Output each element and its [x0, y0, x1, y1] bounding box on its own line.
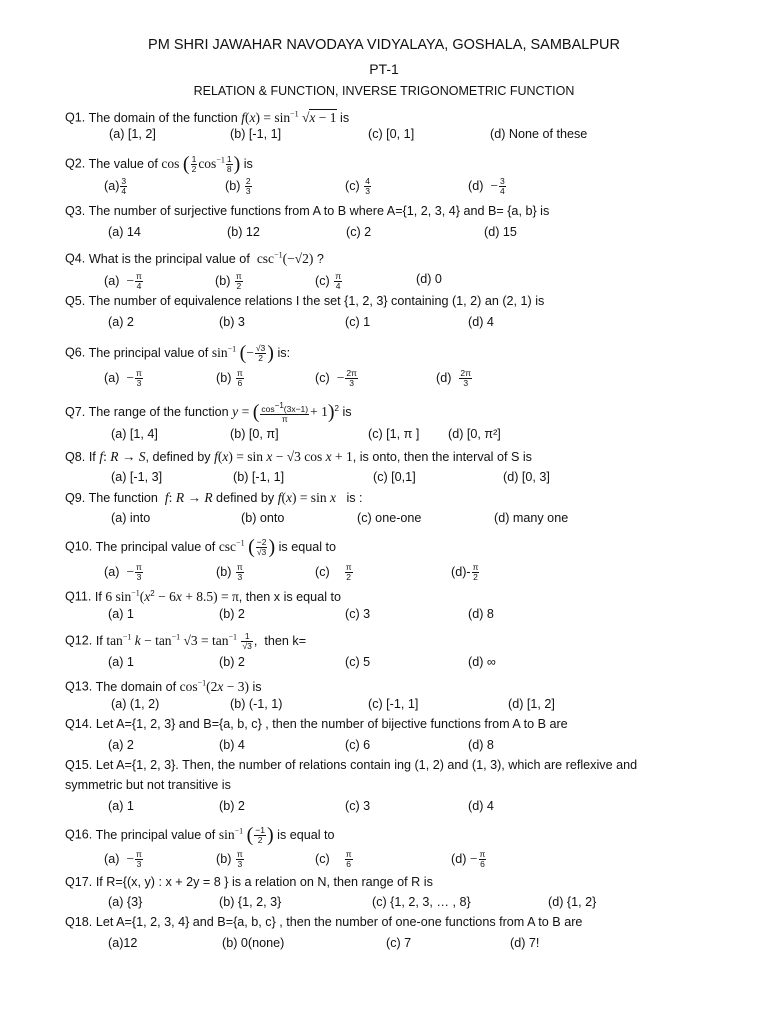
test-topic: RELATION & FUNCTION, INVERSE TRIGONOMETRIC FUNCTION — [193, 84, 575, 98]
q3-option-a: (a) 14 — [108, 225, 141, 239]
q3-option-c: (c) 2 — [346, 225, 372, 239]
question-17 — [65, 875, 433, 890]
q17-option-a: (a) {3} — [108, 895, 143, 909]
question-number: Q15. — [65, 758, 93, 772]
q13-option-b: (b) (-1, 1) — [230, 697, 283, 711]
question-number: Q5. — [65, 294, 86, 308]
question-text: The number of equivalence relations I the set {1, 2, 3} containing (1, 2) an (2, 1) is — [88, 294, 545, 308]
question-text: The domain of $\cos^{-1}(2x - 3)$ is — [95, 678, 262, 694]
question-8 — [65, 449, 532, 465]
question-text: If R={(x, y) : x + 2y = 8 } is a relation on N, then range of R is — [95, 875, 433, 889]
q14-option-d: (d) 8 — [468, 738, 494, 752]
q5-option-b: (b) 3 — [219, 315, 245, 329]
q18-option-a: (a)12 — [108, 936, 138, 950]
q4-option-b: (b) $\frac{\pi}{2}$ — [215, 271, 242, 291]
question-number: Q16. — [65, 827, 93, 842]
q10-option-d: (d)- $\frac{\pi}{2}$ — [451, 562, 479, 582]
question-5 — [65, 294, 544, 309]
q12-option-c: (c) 5 — [345, 655, 371, 669]
question-text: If f: R → S, defined by f(x) = sin x − √3 cos x + 1, is onto, then the interval of S is — [88, 449, 532, 464]
q16-option-c: (c) $\frac{\pi}{6}$ — [315, 849, 352, 869]
q5-option-c: (c) 1 — [345, 315, 371, 329]
question-text: Let A={1, 2, 3, 4} and B={a, b, c} , then the number of one-one functions from A to B are — [95, 915, 583, 929]
question-13 — [65, 675, 262, 695]
question-text: The range of the function y = ( $\frac{\cos^{-1}(3x-1)}{\pi}$ + 1)$^2$ is — [88, 401, 352, 425]
q1-option-b: (b) [-1, 1] — [230, 127, 282, 141]
q10-option-c: (c) $\frac{\pi}{2}$ — [315, 562, 352, 582]
question-text: The principal value of $\csc^{-1}$ ( $\frac{-2}{√3}$ ) is equal to — [95, 535, 337, 558]
question-text: The principal value of $\sin^{-1}$ ( $\frac{-1}{2}$ ) is equal to — [95, 823, 335, 846]
q18-option-c: (c) 7 — [386, 936, 412, 950]
q6-option-a: (a) − $\frac{\pi}{3}$ — [104, 368, 142, 388]
question-text: Let A={1, 2, 3} and B={a, b, c} , then the number of bijective functions from A to B are — [95, 717, 568, 731]
test-name: PT-1 — [369, 61, 399, 77]
q5-option-d: (d) 4 — [468, 315, 494, 329]
q18-option-b: (b) 0(none) — [222, 936, 285, 950]
question-6 — [65, 341, 290, 363]
q7-option-d: (d) [0, π²] — [448, 427, 501, 441]
q10-option-b: (b) $\frac{\pi}{3}$ — [216, 562, 243, 582]
q9-option-a: (a) into — [111, 511, 151, 525]
question-14 — [65, 717, 568, 732]
question-7 — [65, 401, 352, 424]
q16-option-b: (b) $\frac{\pi}{3}$ — [216, 849, 243, 869]
q17-option-d: (d) {1, 2} — [548, 895, 597, 909]
question-text: If 6 $\sin^{-1}(x^2 - 6x + 8.5) = \pi$, then x is equal to — [94, 588, 341, 604]
question-number: Q6. — [65, 345, 86, 360]
q6-option-b: (b) $\frac{\pi}{6}$ — [216, 368, 243, 388]
q13-option-a: (a) (1, 2) — [111, 697, 160, 711]
question-text: Let A={1, 2, 3}. Then, the number of relations contain ing (1, 2) and (1, 3), which are reflexive and symmetric but not transitive is — [65, 758, 638, 792]
q11-option-a: (a) 1 — [108, 607, 134, 621]
q16-option-d: (d) − $\frac{\pi}{6}$ — [451, 849, 486, 869]
q3-option-d: (d) 15 — [484, 225, 517, 239]
question-number: Q3. — [65, 204, 86, 218]
q12-option-a: (a) 1 — [108, 655, 134, 669]
q14-option-a: (a) 2 — [108, 738, 134, 752]
q13-option-d: (d) [1, 2] — [508, 697, 555, 711]
q2-option-b: (b) $\frac{2}{3}$ — [225, 176, 251, 196]
question-number: Q1. — [65, 110, 86, 125]
q14-option-c: (c) 6 — [345, 738, 371, 752]
q6-option-d: (d) $\frac{2\pi}{3}$ — [436, 368, 471, 388]
q15-option-d: (d) 4 — [468, 799, 494, 813]
q11-option-b: (b) 2 — [219, 607, 245, 621]
q11-option-d: (d) 8 — [468, 607, 494, 621]
q7-option-b: (b) [0, π] — [230, 427, 279, 441]
question-number: Q17. — [65, 875, 93, 889]
q8-option-d: (d) [0, 3] — [503, 470, 550, 484]
q8-option-b: (b) [-1, 1] — [233, 470, 285, 484]
q7-option-a: (a) [1, 4] — [111, 427, 158, 441]
q15-option-b: (b) 2 — [219, 799, 245, 813]
q2-option-d: (d) − $\frac{3}{4}$ — [468, 176, 505, 196]
question-number: Q12. — [65, 633, 93, 648]
q9-option-c: (c) one-one — [357, 511, 422, 525]
q3-option-b: (b) 12 — [227, 225, 260, 239]
question-16 — [65, 823, 335, 845]
q10-option-a: (a) − $\frac{\pi}{3}$ — [104, 562, 142, 582]
question-1 — [65, 106, 349, 126]
q4-option-d: (d) 0 — [416, 272, 442, 286]
question-18 — [65, 915, 582, 930]
question-2 — [65, 152, 253, 174]
q15-option-a: (a) 1 — [108, 799, 134, 813]
q4-option-a: (a) − $\frac{\pi}{4}$ — [104, 271, 142, 291]
q9-option-b: (b) onto — [241, 511, 285, 525]
q13-option-c: (c) [-1, 1] — [368, 697, 419, 711]
q1-option-a: (a) [1, 2] — [109, 127, 156, 141]
q16-option-a: (a) − $\frac{\pi}{3}$ — [104, 849, 142, 869]
q1-option-c: (c) [0, 1] — [368, 127, 415, 141]
question-text: If $\tan^{-1} k - \tan^{-1} √3 = \tan^{-1}$ $\frac{1}{√3}$ , then k= — [95, 630, 307, 651]
question-number: Q2. — [65, 156, 86, 171]
question-text: The principal value of $\sin^{-1}$ (− $\frac{√3}{2}$ ) is: — [88, 341, 291, 364]
question-3 — [65, 204, 549, 219]
question-text: What is the principal value of $\csc^{-1}(-√2)$ ? — [88, 250, 324, 266]
question-12 — [65, 629, 306, 651]
q17-option-b: (b) {1, 2, 3} — [219, 895, 282, 909]
question-number: Q13. — [65, 679, 93, 694]
question-15 — [65, 755, 665, 795]
question-9 — [65, 490, 363, 506]
q14-option-b: (b) 4 — [219, 738, 245, 752]
question-number: Q4. — [65, 251, 86, 266]
question-text: The value of cos ( $\frac{1}{2}$ $\cos^{-1}$ $\frac{1}{8}$ ) is — [88, 152, 253, 175]
q8-option-c: (c) [0,1] — [373, 470, 416, 484]
q11-option-c: (c) 3 — [345, 607, 371, 621]
q17-option-c: (c) {1, 2, 3, … , 8} — [372, 895, 471, 909]
question-text: The function f: R → R defined by f(x) = sin x is : — [88, 490, 363, 505]
q12-option-b: (b) 2 — [219, 655, 245, 669]
q5-option-a: (a) 2 — [108, 315, 134, 329]
school-name: PM SHRI JAWAHAR NAVODAYA VIDYALAYA, GOSHALA, SAMBALPUR — [148, 37, 620, 53]
question-number: Q9. — [65, 491, 86, 505]
q2-option-a: (a) $\frac{3}{4}$ — [104, 176, 127, 196]
q8-option-a: (a) [-1, 3] — [111, 470, 163, 484]
question-number: Q10. — [65, 539, 93, 554]
question-number: Q14. — [65, 717, 93, 731]
question-number: Q7. — [65, 405, 86, 420]
q18-option-d: (d) 7! — [510, 936, 540, 950]
q1-option-d: (d) None of these — [490, 127, 588, 141]
q7-option-c: (c) [1, π ] — [368, 427, 420, 441]
question-10 — [65, 535, 336, 557]
question-text: The number of surjective functions from A to B where A={1, 2, 3, 4} and B= {a, b} is — [88, 204, 550, 218]
question-text: The domain of the function $f(x) = \sin^{-1} √x - 1$ is — [88, 109, 350, 125]
q9-option-d: (d) many one — [494, 511, 569, 525]
question-number: Q8. — [65, 450, 86, 464]
q2-option-c: (c) $\frac{4}{3}$ — [345, 176, 370, 196]
question-number: Q18. — [65, 915, 93, 929]
question-11 — [65, 585, 341, 605]
question-4 — [65, 247, 324, 267]
q12-option-d: (d) ∞ — [468, 655, 496, 669]
question-number: Q11. — [65, 589, 92, 604]
q15-option-c: (c) 3 — [345, 799, 371, 813]
q6-option-c: (c) − $\frac{2\pi}{3}$ — [315, 368, 357, 388]
q4-option-c: (c) $\frac{\pi}{4}$ — [315, 271, 342, 291]
